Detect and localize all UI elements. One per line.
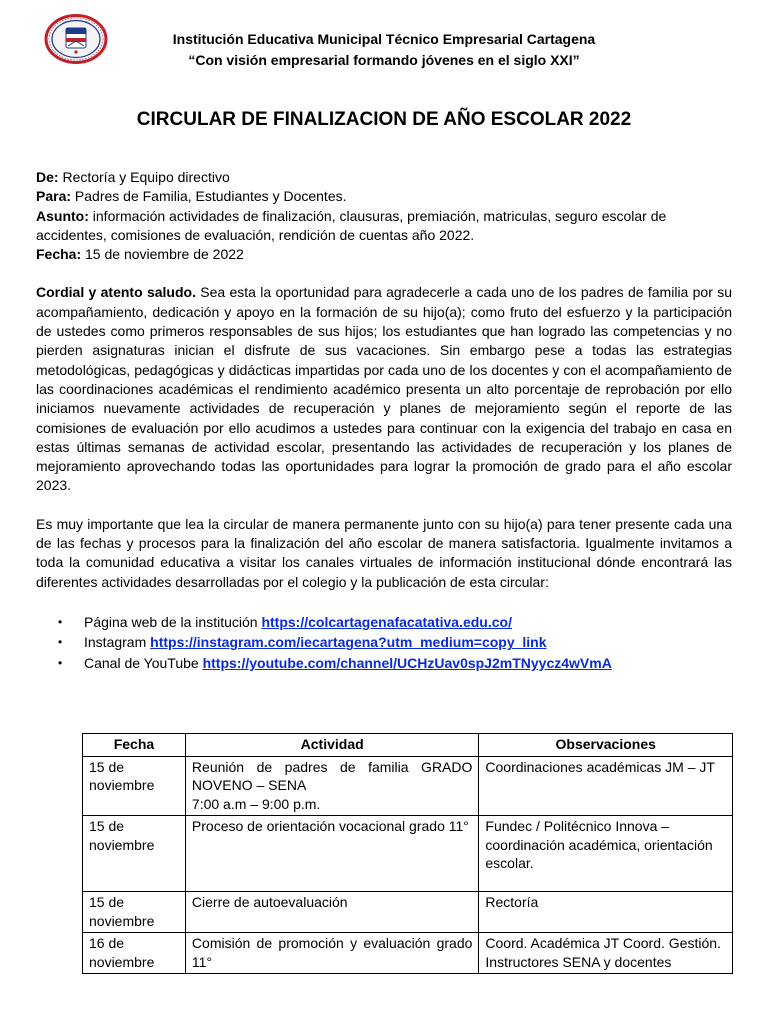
document-title: CIRCULAR DE FINALIZACION DE AÑO ESCOLAR 2022 bbox=[136, 109, 632, 130]
meta-to-label: Para: bbox=[36, 188, 72, 205]
row-observations: Rectoría bbox=[479, 892, 733, 933]
header-date: Fecha bbox=[83, 734, 186, 757]
table-row bbox=[83, 816, 733, 892]
meta-to-value: Padres de Familia, Estudiantes y Docentes. bbox=[71, 188, 347, 205]
row-activity-text: Reunión de padres de familia GRADO NOVENO – SENA bbox=[191, 758, 473, 793]
row-activity bbox=[185, 816, 478, 892]
institution-name: Institución Educativa Municipal Técnico Empresarial Cartagena bbox=[172, 31, 596, 47]
greeting-paragraph bbox=[36, 283, 732, 495]
row-date: 15 de noviembre bbox=[83, 756, 186, 816]
link-label: Canal de YouTube bbox=[84, 654, 203, 671]
bullet-icon: • bbox=[58, 635, 63, 650]
meta-date bbox=[36, 245, 732, 264]
row-date: 15 de noviembre bbox=[83, 816, 186, 892]
meta-from-value: Rectoría y Equipo directivo bbox=[58, 169, 230, 185]
meta-date-label: Fecha: bbox=[36, 246, 82, 263]
row-activity bbox=[185, 933, 478, 974]
row-activity-text: Cierre de autoevaluación bbox=[191, 894, 348, 910]
list-item-website bbox=[56, 612, 732, 633]
row-activity bbox=[185, 756, 478, 816]
bullet-icon: • bbox=[58, 655, 63, 670]
greeting-lead: Cordial y atento saludo. bbox=[36, 284, 196, 301]
table-row bbox=[83, 892, 733, 933]
row-date: 16 de noviembre bbox=[83, 933, 186, 974]
row-observations: Coordinaciones académicas JM – JT bbox=[479, 756, 733, 816]
instagram-link[interactable]: https://instagram.com/iecartagena?utm_medium=copy_link bbox=[150, 634, 547, 651]
meta-to bbox=[36, 187, 732, 206]
meta-date-value: 15 de noviembre de 2022 bbox=[81, 246, 244, 263]
meta-subject-label: Asunto: bbox=[36, 207, 89, 224]
row-date: 15 de noviembre bbox=[83, 892, 186, 933]
link-label: Instagram bbox=[84, 634, 151, 651]
bullet-icon: • bbox=[58, 614, 63, 629]
row-activity-text: Proceso de orientación vocacional grado 11° bbox=[191, 818, 469, 834]
list-item-instagram bbox=[56, 632, 732, 653]
greeting-text: Sea esta la oportunidad para agradecerle a cada uno de los padres de familia por su acompañamiento, dedicación y apoyo en la formación de su hijo(a); como fruto del esfuerzo y la participación de ustedes como primeros responsables de sus hijos; los estudiantes que han logrado las competencias y no pierden asignaturas inician el disfrute de sus vacaciones. Sin embargo pese a todas las estrategias metodológicas, pedagógicas y didácticas impartidas por cada uno de los docentes y con el acompañamiento de las coordinaciones académicas el rendimiento académico presenta un alto porcentaje de reprobación por ello iniciamos nuevamente actividades de recuperación y planes de mejoramiento según el reporte de las comisiones de evaluación por ello acudimos a ustedes para continuar con la exigencia del trabajo en casa en estas últimas semanas de actividad escolar, presentando las actividades de recuperación y los planes de mejoramiento aprovechando todas las oportunidades para lograr la promoción de grado para el año escolar 2023. bbox=[36, 284, 732, 494]
list-item-youtube bbox=[56, 653, 732, 674]
website-link[interactable]: https://colcartagenafacatativa.edu.co/ bbox=[261, 613, 512, 630]
meta-subject bbox=[36, 207, 732, 246]
header-observations: Observaciones bbox=[479, 734, 733, 757]
channel-links-list bbox=[36, 612, 732, 674]
meta-subject-value: información actividades de finalización, clausuras, premiación, matriculas, seguro escolar de accidentes, comisiones de evaluación, rendición de cuentas año 2022. bbox=[36, 207, 667, 243]
schedule-table bbox=[82, 733, 733, 974]
institution-motto: “Con visión empresarial formando jóvenes en el siglo XXI” bbox=[188, 52, 580, 68]
meta-from-label: De: bbox=[36, 169, 59, 185]
row-activity bbox=[185, 892, 478, 933]
table-header-row bbox=[83, 734, 733, 757]
row-observations: Coord. Académica JT Coord. Gestión. Instructores SENA y docentes bbox=[479, 933, 733, 974]
youtube-link[interactable]: https://youtube.com/channel/UCHzUav0spJ2mTNyycz4wVmA bbox=[202, 654, 612, 671]
header-activity: Actividad bbox=[185, 734, 478, 757]
table-row bbox=[83, 756, 733, 816]
info-paragraph: Es muy importante que lea la circular de manera permanente junto con su hijo(a) para tener presente cada una de las fechas y procesos para la finalización del año escolar de manera satisfactoria. Igualmente invitamos a toda la comunidad educativa a visitar los canales virtuales de información institucional dónde encontrará las diferentes actividades desarrolladas por el colegio y la publicación de esta circular: bbox=[36, 515, 732, 590]
row-observations: Fundec / Politécnico Innova – coordinación académica, orientación escolar. bbox=[479, 816, 733, 892]
row-activity-time: 7:00 a.m – 9:00 p.m. bbox=[191, 795, 321, 812]
row-activity-text: Comisión de promoción y evaluación grado 11° bbox=[191, 935, 473, 970]
document-body bbox=[36, 168, 732, 673]
table-row bbox=[83, 933, 733, 974]
meta-from bbox=[36, 168, 732, 187]
link-label: Página web de la institución bbox=[84, 613, 262, 630]
